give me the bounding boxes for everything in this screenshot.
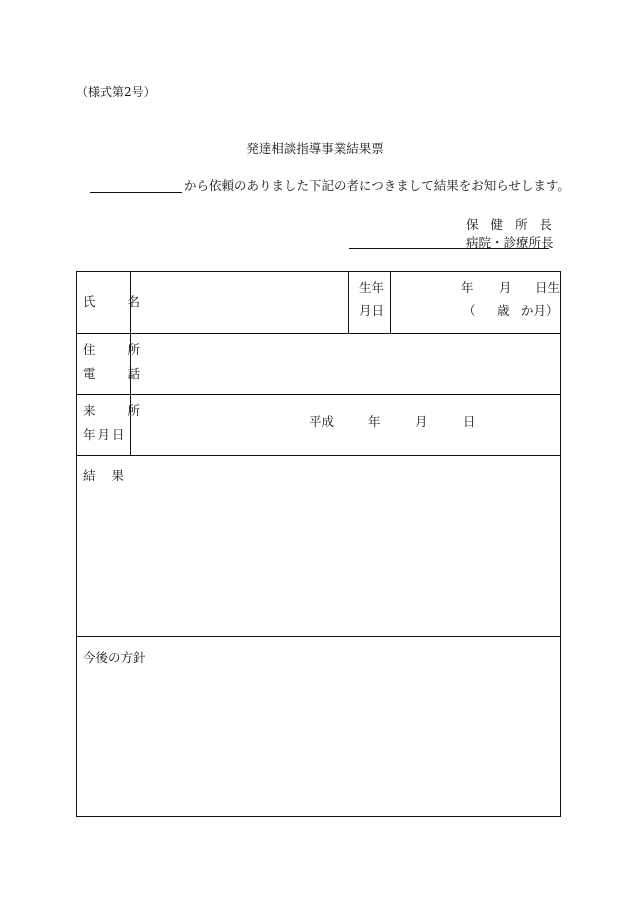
name-field[interactable] [131, 273, 347, 332]
dob-year-unit: 年 [461, 280, 474, 295]
signature-line[interactable] [349, 248, 549, 249]
notice-text: から依頼のありました下記の者につきまして結果をお知らせします。 [184, 178, 570, 193]
name-label: 氏 名 [83, 294, 154, 309]
phone-label: 電 話 [83, 366, 154, 381]
row-divider-3 [77, 455, 560, 456]
director-title [466, 217, 556, 232]
address-label: 住 所 [83, 342, 154, 357]
policy-field[interactable] [78, 670, 559, 815]
dob-label-left-divider [348, 272, 349, 333]
age-years-unit: 歳 [497, 303, 510, 318]
visit-label-line2: 年月日 [83, 427, 127, 442]
age-months-unit: か月） [521, 303, 559, 318]
visit-year-unit: 年 [368, 414, 381, 429]
row-divider-4 [77, 636, 560, 637]
dob-label-line2: 月日 [359, 303, 385, 318]
result-field[interactable] [78, 487, 559, 634]
visit-date-field[interactable] [131, 395, 560, 454]
referrer-blank-line[interactable] [90, 192, 182, 193]
age-open-paren: （ [463, 303, 476, 318]
dob-day-unit: 日生 [535, 280, 561, 295]
policy-label: 今後の方針 [83, 650, 146, 665]
visit-label-line1: 来 所 [83, 403, 154, 418]
visit-day-unit: 日 [463, 414, 476, 429]
clinic-title: 病院・診療所長 [466, 235, 554, 250]
result-form-table [76, 271, 561, 817]
form-number: （様式第2号） [76, 85, 156, 99]
result-label: 結 果 [83, 468, 130, 483]
address-phone-field[interactable] [131, 334, 560, 393]
visit-month-unit: 月 [415, 414, 428, 429]
dob-label-line1: 生年 [359, 280, 385, 295]
director-title-text: 保 健 所 長 [466, 217, 556, 232]
visit-era: 平成 [309, 414, 335, 429]
dob-month-unit: 月 [499, 280, 512, 295]
document-title: 発達相談指導事業結果票 [246, 141, 384, 156]
